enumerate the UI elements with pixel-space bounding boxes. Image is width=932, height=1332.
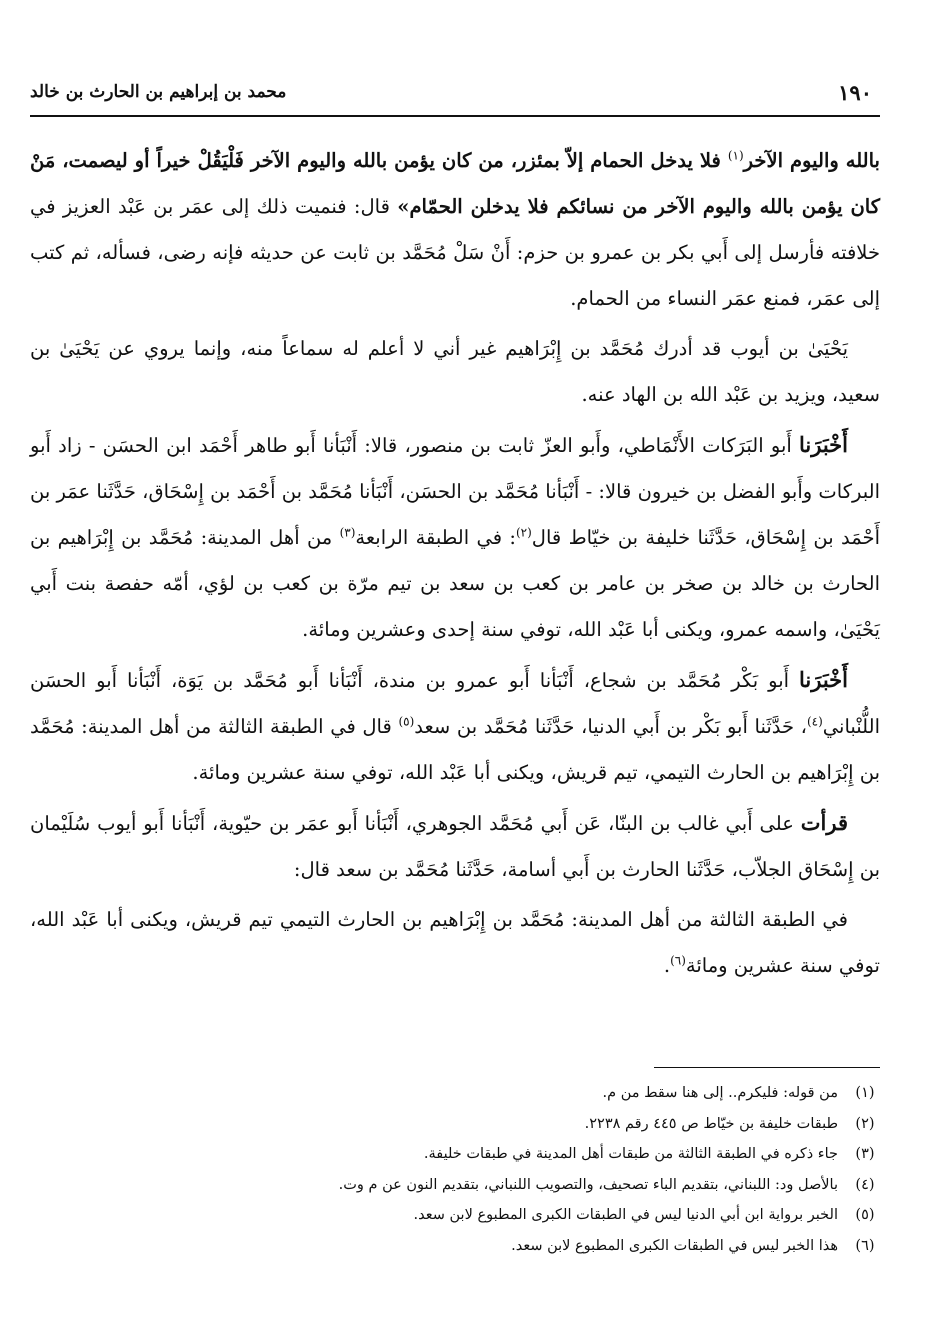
footnotes — [30, 1078, 880, 1261]
footnote-ref-4: (٤) — [806, 714, 823, 729]
footnote-text: الخبر برواية ابن أبي الدنيا ليس في الطبقات الكبرى المطبوع لابن سعد. — [413, 1207, 838, 1223]
paragraph-isnad-ibn-saad — [30, 657, 880, 796]
document-page — [30, 0, 880, 1332]
footnote-item — [30, 1231, 880, 1262]
paragraph-text: على أَبي غالب بن البنّا، عَن أَبي مُحَمَّد الجوهري، أَنْبَأنا أَبو عمَر بن حيّوية، أَنْبَأنا أَبو أيوب سُلَيْمان بن إِسْحَاق الجلاّب، حَدَّثَنا الحارث بن أَبي أسامة، حَدَّثَنا مُحَمَّد بن سعد قال: — [30, 812, 880, 881]
paragraph-text: ، حَدَّثَنا أَبو بَكْر بن أَبي الدنيا، حَدَّثَنا مُحَمَّد بن سعد — [414, 715, 807, 738]
paragraph-text: يَحْيَىٰ بن أيوب قد أدرك مُحَمَّد بن إِبْرَاهيم غير أني لا أعلم له سماعاً منه، وإنما يروي عن يَحْيَىٰ بن سعيد، ويزيد بن عَبْد الله بن الهاد عنه. — [30, 337, 880, 406]
footnote-text: من قوله: فليكرم.. إلى هنا سقط من م. — [602, 1085, 838, 1101]
paragraph-text: قال في الطبقة الثالثة من أهل المدينة: مُحَمَّد بن إِبْرَاهيم بن الحارث التيمي، تيم قريش، ويكنى أبا عَبْد الله، توفي سنة عشرين ومائة. — [30, 715, 880, 784]
footnote-ref-3: (٣) — [339, 525, 356, 540]
footnote-item — [30, 1078, 880, 1109]
footnote-number: (٢) — [855, 1115, 875, 1132]
paragraph-text: من أهل المدينة: مُحَمَّد بن إِبْرَاهيم بن الحارث بن خالد بن صخر بن عامر بن كعب بن سعد بن تيم مرّة بن كعب بن لؤي، أمّه حفصة بنت أَبي يَحْيَىٰ، واسمه عمرو، ويكنى أبا عَبْد الله، توفي سنة إحدى وعشرين ومائة. — [30, 526, 880, 641]
paragraph-hadith-end — [30, 138, 880, 322]
footnote-item — [30, 1139, 880, 1170]
paragraph-text: قال: فنميت ذلك إلى عمَر بن عَبْد العزيز في خلافته فأرسل إلى أَبي بكر بن عمرو بن حزم: أَنْ سَلْ مُحَمَّد بن ثابت عن حديثه فإنه رضى، فسأله، ثم كتب إلى عمَر، فمنع عمَر النساء من الحمام. — [30, 195, 880, 310]
paragraph-yahya — [30, 326, 880, 418]
footnote-ref-2: (٢) — [515, 525, 532, 540]
header-divider — [30, 115, 880, 117]
footnote-ref-1: (١) — [727, 148, 744, 163]
footnote-number: (٦) — [855, 1237, 875, 1254]
footnote-text: جاء ذكره في الطبقة الثالثة من طبقات أهل المدينة في طبقات خليفة. — [423, 1146, 838, 1162]
paragraph-text: أَبو البَرَكات الأَنْمَاطي، وأَبو العزّ ثابت بن منصور، قالا: أَنْبَأنا أَبو طاهر أَحْمَد ابن الحسَن - زاد أَبو البركات وأَبو الفضل بن خيرون قالا: - أَنْبَأنا مُحَمَّد بن الحسَن، أَنْبَأنا مُحَمَّد بن أَحْمَد بن إِسْحَاق، حَدَّثَنا عمَر بن أَحْمَد بن إِسْحَاق، حَدَّثَنا خليفة بن خيّاط قال — [30, 434, 880, 549]
footnote-ref-5: (٥) — [398, 714, 415, 729]
main-text — [30, 138, 880, 993]
paragraph-text: : في الطبقة الرابعة — [355, 526, 516, 549]
isnad-keyword: قرأت — [800, 810, 848, 835]
footnote-text: هذا الخبر ليس في الطبقات الكبرى المطبوع لابن سعد. — [511, 1237, 838, 1254]
footnote-number: (٥) — [855, 1207, 875, 1223]
footnote-number: (٤) — [855, 1176, 875, 1193]
footnote-item — [30, 1170, 880, 1201]
isnad-keyword: أَخْبَرَنا — [799, 667, 848, 692]
footnote-number: (١) — [855, 1085, 875, 1101]
page-number: ١٩٠ — [838, 79, 872, 105]
footnote-text: طبقات خليفة بن خيّاط ص ٤٤٥ رقم ٢٢٣٨. — [584, 1115, 838, 1132]
footnote-item — [30, 1109, 880, 1140]
footnote-divider — [654, 1067, 880, 1068]
paragraph-text: أَبو بَكْر مُحَمَّد بن شجاع، أَنْبَأنا أَبو عمرو بن مندة، أَنْبَأنا أَبو مُحَمَّد بن يَوَة، أَنْبَأنا أَبو الحسَن اللُّنْباني — [30, 669, 880, 738]
hadith-text: فلا يدخل الحمام إلاّ بمئزر، من كان يؤمن بالله واليوم الآخر فَلْيَقُلْ خيراً أو ليصمت، مَنْ كان يؤمن بالله واليوم الآخر من نسائكم فلا يدخلن الحمّام» — [30, 149, 881, 218]
paragraph-isnad-khalifa — [30, 422, 880, 653]
footnote-text: بالأصل ود: اللبناني، بتقديم الباء تصحيف، والتصويب اللنباني، بتقديم النون عن م وت. — [338, 1176, 838, 1193]
hadith-text-start: بالله واليوم الآخر — [743, 149, 880, 172]
paragraph-text: . — [663, 954, 671, 977]
isnad-keyword: أَخْبَرَنا — [799, 432, 848, 457]
running-title: محمد بن إبراهيم بن الحارث بن خالد — [30, 82, 287, 102]
paragraph-text: في الطبقة الثالثة من أهل المدينة: مُحَمَّد بن إِبْرَاهيم بن الحارث التيمي تيم قريش، ويكنى أبا عَبْد الله، توفي سنة عشرين ومائة — [30, 908, 880, 977]
footnote-ref-6: (٦) — [670, 953, 686, 968]
paragraph-tabaqa — [30, 897, 880, 989]
page-header — [30, 72, 880, 112]
footnote-item — [30, 1200, 880, 1231]
paragraph-qaraat — [30, 800, 880, 893]
footnote-number: (٣) — [855, 1146, 875, 1162]
